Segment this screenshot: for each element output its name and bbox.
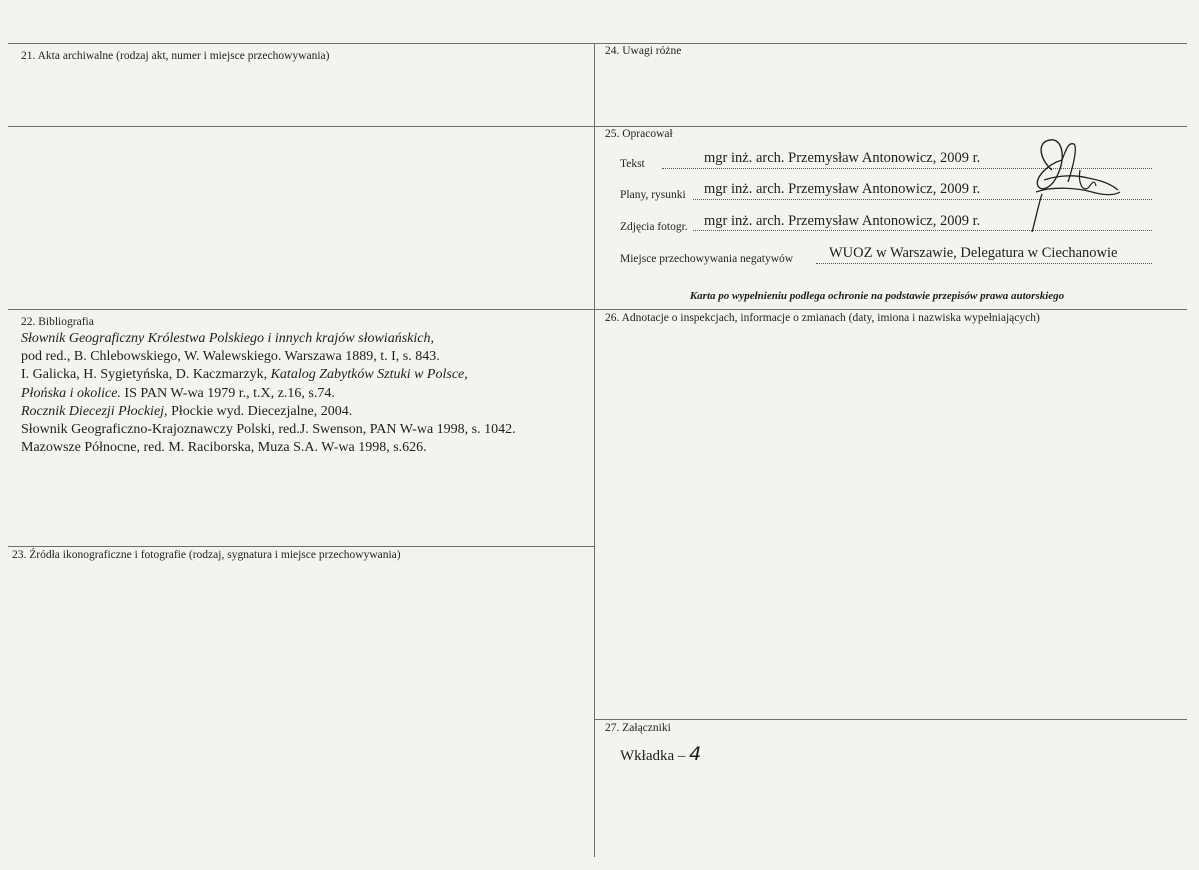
plany-label: Plany, rysunki (620, 189, 686, 201)
right-rule-24 (595, 126, 1187, 127)
bibliography-entry: Słownik Geograficzno-Krajoznawczy Polski, red.J. Swenson, PAN W-wa 1998, s. 1042. (21, 422, 516, 438)
section-27-label: 27. Załączniki (605, 722, 671, 734)
tekst-label: Tekst (620, 158, 645, 170)
bibliography-entry: Płońska i okolice. IS PAN W-wa 1979 r., t.X, z.16, s.74. (21, 385, 335, 401)
section-23-label: 23. Źródła ikonograficzne i fotografie (rodzaj, sygnatura i miejsce przechowywania) (12, 549, 401, 561)
copyright-notice: Karta po wypełnieniu podlega ochronie na podstawie przepisów prawa autorskiego (689, 290, 1065, 302)
bibliography-entry: I. Galicka, H. Sygietyńska, D. Kaczmarzyk, Katalog Zabytków Sztuki w Polsce, (21, 367, 468, 383)
section-21-label: 21. Akta archiwalne (rodzaj akt, numer i miejsce przechowywania) (21, 50, 330, 62)
bibliography-entry: pod red., B. Chlebowskiego, W. Walewskiego. Warszawa 1889, t. I, s. 843. (21, 349, 440, 365)
mid-rule-22-26 (8, 309, 1187, 310)
signature-scribble (1022, 130, 1132, 235)
zdjecia-label: Zdjęcia fotogr. (620, 221, 688, 233)
negatywy-value: WUOZ w Warszawie, Delegatura w Ciechanowie (829, 245, 1118, 261)
tekst-value: mgr inż. arch. Przemysław Antonowicz, 2009 r. (704, 150, 981, 166)
attachment-item: Wkładka (620, 748, 675, 764)
zdjecia-value: mgr inż. arch. Przemysław Antonowicz, 2009 r. (704, 213, 981, 229)
bibliography-entry: Mazowsze Północne, red. M. Raciborska, Muza S.A. W-wa 1998, s.626. (21, 440, 427, 456)
negatywy-label: Miejsce przechowywania negatywów (620, 253, 794, 265)
bibliography-list (21, 330, 581, 457)
negatywy-dotted-line (816, 263, 1152, 264)
attachment-count: 4 (689, 743, 702, 765)
left-rule-21 (8, 126, 594, 127)
left-rule-23 (8, 546, 594, 547)
bibliography-entry: Rocznik Diecezji Płockiej, Płockie wyd. Diecezjalne, 2004. (21, 403, 353, 419)
bibliography-entry: Słownik Geograficzny Królestwa Polskiego i innych krajów słowiańskich, (21, 331, 434, 346)
section-24-label: 24. Uwagi różne (605, 45, 682, 57)
section-22-label: 22. Bibliografia (21, 316, 94, 328)
center-vertical-rule (594, 43, 595, 857)
section-25-label: 25. Opracował (605, 128, 673, 140)
top-rule (8, 43, 1187, 44)
plany-value: mgr inż. arch. Przemysław Antonowicz, 2009 r. (704, 181, 981, 197)
attachment-entry (620, 743, 701, 765)
section-26-label: 26. Adnotacje o inspekcjach, informacje o zmianach (daty, imiona i nazwiska wypełniających) (605, 312, 1040, 324)
right-rule-27 (595, 719, 1187, 720)
attachment-dash: – (677, 748, 686, 764)
